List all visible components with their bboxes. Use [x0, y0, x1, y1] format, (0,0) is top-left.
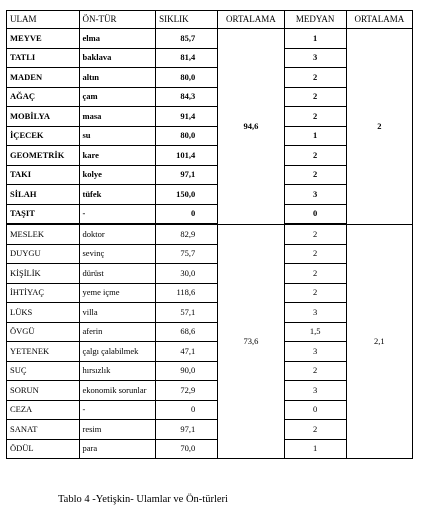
- cell-siklik: 118,6: [156, 283, 218, 303]
- cell-ontur: sevinç: [79, 244, 156, 264]
- cell-ulam: İÇECEK: [7, 126, 80, 146]
- cell-ontur: çalgı çalabilmek: [79, 342, 156, 362]
- cell-ontur: elma: [79, 29, 156, 49]
- cell-ulam: KİŞİLİK: [7, 264, 80, 284]
- cell-siklik: 97,1: [156, 165, 218, 185]
- cell-medyan: 2: [284, 224, 346, 244]
- cell-siklik: 57,1: [156, 303, 218, 323]
- cell-medyan: 3: [284, 342, 346, 362]
- cell-ulam: TATLI: [7, 48, 80, 68]
- cell-siklik: 80,0: [156, 68, 218, 88]
- cell-ontur: altın: [79, 68, 156, 88]
- cell-medyan: 3: [284, 48, 346, 68]
- cell-siklik: 97,1: [156, 420, 218, 440]
- cell-medyan: 2: [284, 68, 346, 88]
- cell-ontur: -: [79, 400, 156, 420]
- cell-ulam: LÜKS: [7, 303, 80, 323]
- header-ontur: ÖN-TÜR: [79, 11, 156, 29]
- cell-medyan: 3: [284, 185, 346, 205]
- cell-medyan: 1: [284, 29, 346, 49]
- cell-ulam: AĞAÇ: [7, 87, 80, 107]
- cell-ulam: TAKI: [7, 165, 80, 185]
- cell-medyan: 2: [284, 146, 346, 166]
- cell-siklik: 47,1: [156, 342, 218, 362]
- cell-medyan: 2: [284, 361, 346, 381]
- cell-ontur: para: [79, 439, 156, 459]
- cell-ulam: GEOMETRİK: [7, 146, 80, 166]
- cell-medyan-ortalama: 2,1: [346, 224, 412, 459]
- cell-siklik: 82,9: [156, 224, 218, 244]
- header-medyan-ortalama: ORTALAMA: [346, 11, 412, 29]
- cell-siklik: 72,9: [156, 381, 218, 401]
- header-medyan: MEDYAN: [284, 11, 346, 29]
- cell-ulam: MEYVE: [7, 29, 80, 49]
- cell-siklik: 81,4: [156, 48, 218, 68]
- table-row: [7, 224, 413, 244]
- cell-ontur: resim: [79, 420, 156, 440]
- cell-siklik: 68,6: [156, 322, 218, 342]
- cell-siklik: 90,0: [156, 361, 218, 381]
- cell-medyan: 0: [284, 204, 346, 224]
- cell-ontur: kolye: [79, 165, 156, 185]
- table-caption: Tablo 4 -Yetişkin- Ulamlar ve Ön-türleri: [58, 494, 228, 505]
- cell-ulam: ÖVGÜ: [7, 322, 80, 342]
- cell-ulam: CEZA: [7, 400, 80, 420]
- header-ortalama: ORTALAMA: [218, 11, 284, 29]
- cell-medyan: 1,5: [284, 322, 346, 342]
- cell-ortalama: 73,6: [218, 224, 284, 459]
- cell-medyan: 3: [284, 303, 346, 323]
- header-ulam: ULAM: [7, 11, 80, 29]
- header-siklik: SIKLIK: [156, 11, 218, 29]
- table-row: [7, 29, 413, 49]
- cell-ulam: YETENEK: [7, 342, 80, 362]
- cell-ontur: ekonomik sorunlar: [79, 381, 156, 401]
- cell-ulam: TAŞIT: [7, 204, 80, 224]
- cell-siklik: 30,0: [156, 264, 218, 284]
- cell-ulam: DUYGU: [7, 244, 80, 264]
- cell-siklik: 85,7: [156, 29, 218, 49]
- cell-ontur: masa: [79, 107, 156, 127]
- cell-siklik: 75,7: [156, 244, 218, 264]
- cell-ontur: su: [79, 126, 156, 146]
- cell-ulam: İHTİYAÇ: [7, 283, 80, 303]
- cell-ulam: ÖDÜL: [7, 439, 80, 459]
- cell-siklik: 101,4: [156, 146, 218, 166]
- cell-medyan: 1: [284, 439, 346, 459]
- cell-ulam: SANAT: [7, 420, 80, 440]
- cell-medyan: 2: [284, 244, 346, 264]
- cell-ontur: aferin: [79, 322, 156, 342]
- cell-medyan: 1: [284, 126, 346, 146]
- cell-medyan: 2: [284, 264, 346, 284]
- cell-ulam: SORUN: [7, 381, 80, 401]
- cell-medyan: 2: [284, 283, 346, 303]
- cell-ulam: MADEN: [7, 68, 80, 88]
- cell-ontur: hırsızlık: [79, 361, 156, 381]
- cell-ontur: doktor: [79, 224, 156, 244]
- cell-ontur: yeme içme: [79, 283, 156, 303]
- cell-ontur: tüfek: [79, 185, 156, 205]
- cell-medyan: 2: [284, 165, 346, 185]
- cell-siklik: 84,3: [156, 87, 218, 107]
- cell-medyan: 2: [284, 107, 346, 127]
- cell-ontur: dürüst: [79, 264, 156, 284]
- cell-ontur: -: [79, 204, 156, 224]
- cell-siklik: 0: [156, 400, 218, 420]
- cell-medyan-ortalama: 2: [346, 29, 412, 225]
- cell-medyan: 3: [284, 381, 346, 401]
- cell-siklik: 0: [156, 204, 218, 224]
- header-row: [7, 11, 413, 29]
- cell-ontur: baklava: [79, 48, 156, 68]
- cell-ulam: MOBİLYA: [7, 107, 80, 127]
- cell-siklik: 70,0: [156, 439, 218, 459]
- cell-ulam: SİLAH: [7, 185, 80, 205]
- cell-ulam: MESLEK: [7, 224, 80, 244]
- cell-siklik: 150,0: [156, 185, 218, 205]
- cell-ontur: villa: [79, 303, 156, 323]
- cell-siklik: 80,0: [156, 126, 218, 146]
- cell-siklik: 91,4: [156, 107, 218, 127]
- cell-medyan: 0: [284, 400, 346, 420]
- cell-ulam: SUÇ: [7, 361, 80, 381]
- cell-ontur: kare: [79, 146, 156, 166]
- cell-ontur: çam: [79, 87, 156, 107]
- cell-medyan: 2: [284, 87, 346, 107]
- cell-medyan: 2: [284, 420, 346, 440]
- cell-ortalama: 94,6: [218, 29, 284, 225]
- categories-table: [6, 10, 413, 459]
- table-body: [7, 29, 413, 459]
